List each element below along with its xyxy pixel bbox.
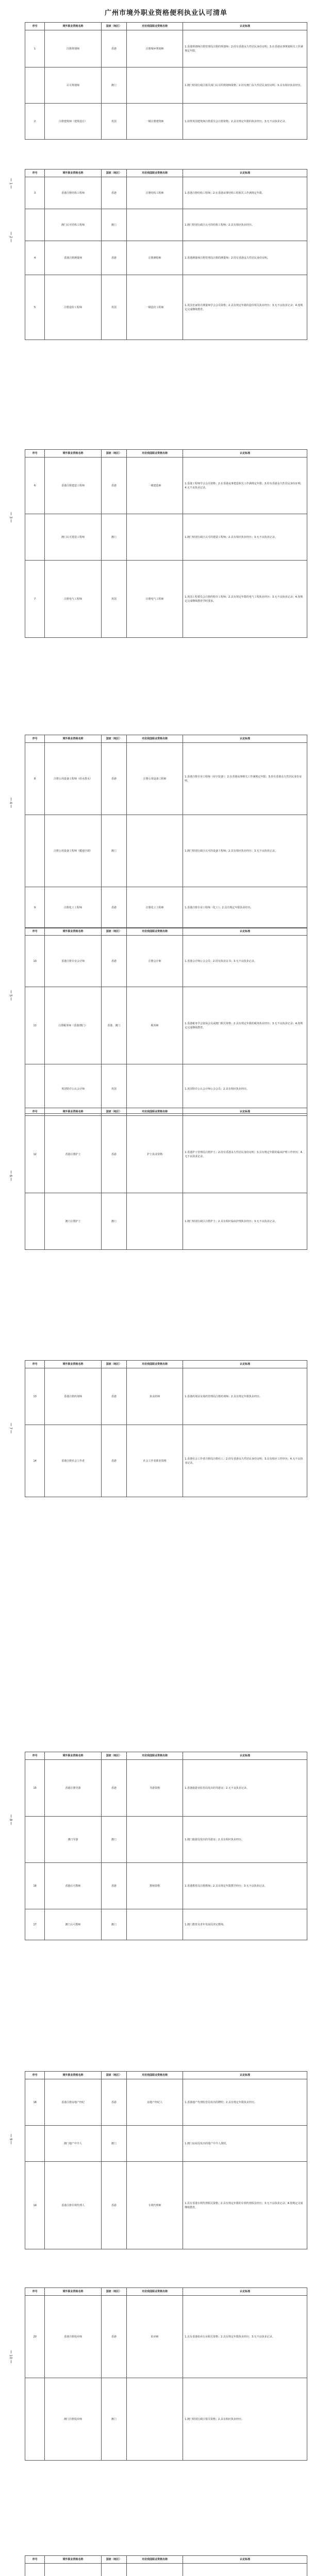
domestic-qualification [126,1817,183,1863]
qualification-name: 香港注册导游 [45,1760,101,1817]
qualification-name: 注册规划师 [45,30,101,67]
region: 香港 [101,2079,126,2126]
region: 香港 [101,936,126,987]
page-number: 2 [9,236,13,239]
qualification-name: 香港注册社会工作者 [45,1425,101,1497]
qualification-name: 注册公用设备工程师（给水排水） [45,743,101,815]
region: 英国 [101,104,126,140]
column-header: 境外职业资格名称 [45,2072,101,2079]
recognition-standard: 1.澳门特别行政区认可的建造工程师；2.具有相应执业经历；3.无不良执业记录。 [183,514,307,561]
qualification-table [25,735,307,928]
table-row [25,177,307,209]
column-header: 认定标准 [183,2072,307,2079]
page-number-marker [9,2133,13,2145]
domestic-qualification: 注册化工工程师 [126,887,183,928]
qualification-name [45,2564,101,2576]
qualification-table [25,1752,307,1940]
row-number [25,815,45,887]
table-row [25,2564,307,2576]
page-number: 4 [9,802,13,804]
table-header-row [25,1752,307,1760]
table-row [25,514,307,561]
domestic-qualification: 护士执业资格 [126,1116,183,1193]
table-header-row [25,928,307,936]
qualification-table [25,2287,307,2461]
region: 香港 [101,457,126,514]
recognition-standard: 1.香港教育局注册教师；2.具有规定年限教学经历；3.无不良执业记录。 [183,1863,307,1909]
table-row [25,936,307,987]
region: 英国 [101,561,126,638]
qualification-name: 注册税务师（香港/澳门） [45,987,101,1064]
domestic-qualification: 注册会计师 [126,936,183,987]
page-number-marker [9,1422,13,1434]
row-number [25,1064,45,1114]
column-header: 认定标准 [183,1752,307,1760]
column-header: 境外职业资格名称 [45,23,101,30]
qualification-name: 香港注册拍卖师 [45,2296,101,2378]
qualification-table [25,1360,307,1497]
domestic-qualification: 注册城乡规划师 [126,30,183,67]
row-number: 20 [25,2296,45,2378]
domestic-qualification: 注册电气工程师 [126,561,183,638]
column-header: 序号 [25,928,45,936]
qualification-name: 注册公用设备工程师（暖通空调） [45,815,101,887]
region: 香港、澳门 [101,987,126,1064]
domestic-qualification [126,1909,183,1940]
recognition-standard: 1.澳门特别行政区认可的结构工程师；2.具有相应执业经历。 [183,209,307,241]
recognition-standard: 1.香港工程师学会会员资格；2.在香港从事建造相关工作满规定年限；3.持有香港永久性居民身份证明；4.无不良执业记录。 [183,457,307,514]
region: 香港 [101,1760,126,1817]
domestic-qualification [126,209,183,241]
page-number-marker [9,989,13,1002]
row-number [25,1193,45,1250]
qualification-name: 注册建筑师（建筑设计） [45,104,101,140]
document-page [25,1360,307,1497]
recognition-standard: 1.香港护士管理局注册护士；2.持有香港永久性居民身份证明；3.具有规定年限的临床护理工作经历；4.无不良执业记录。 [183,1116,307,1193]
domestic-qualification: 一级建造师 [126,457,183,514]
qualification-name: 澳门注册护士 [45,1193,101,1250]
recognition-standard: 1.香港注册结构工程师；2.在香港从事结构工程相关工作满规定年限。 [183,177,307,209]
recognition-standard: 1.香港旅游业监管局发出的导游证；2.无不良执业记录。 [183,1760,307,1817]
qualification-name: 澳门认可教师 [45,1909,101,1940]
column-header: 境外职业资格名称 [45,735,101,743]
column-header: 序号 [25,450,45,457]
qualification-name: 澳门认可结构工程师 [45,209,101,241]
column-header: 对应我国职业资格名称 [126,928,183,936]
domestic-qualification: 导游资格 [126,1760,183,1817]
qualification-name: 注册化工工程师 [45,887,101,928]
column-header: 境外职业资格名称 [45,2556,101,2564]
region: 澳门 [101,2126,126,2162]
qualification-table [25,2071,307,2249]
table-header-row [25,735,307,743]
row-number: 6 [25,457,45,514]
domestic-qualification [126,67,183,104]
row-number: 18 [25,2079,45,2126]
column-header: 认定标准 [183,735,307,743]
document-page [25,2287,307,2461]
domestic-qualification: 注册结构工程师 [126,177,183,209]
qualification-table [25,449,307,638]
region: 香港 [101,2162,126,2249]
column-header: 对应我国职业资格名称 [126,2556,183,2564]
region: 香港 [101,177,126,209]
row-number [25,1817,45,1863]
row-number: 2 [25,104,45,140]
domestic-qualification: 注册测绘师 [126,241,183,275]
column-header: 国家（地区） [101,170,126,177]
column-header: 对应我国职业资格名称 [126,735,183,743]
domestic-qualification: 社会工作者职业资格 [126,1425,183,1497]
page-number: 3 [9,516,13,519]
qualification-name: 注册电气工程师 [45,561,101,638]
document-page [25,2555,307,2576]
column-header: 序号 [25,735,45,743]
column-header: 国家（地区） [101,23,126,30]
column-header: 对应我国职业资格名称 [126,2288,183,2296]
document-page [25,927,307,1114]
column-header: 对应我国职业资格名称 [126,170,183,177]
table-row [25,1064,307,1114]
table-row [25,67,307,104]
column-header: 认定标准 [183,23,307,30]
column-header: 国家（地区） [101,2288,126,2296]
qualification-name: 香港注册专业会计师 [45,936,101,987]
document-page [25,169,307,340]
row-number [25,2564,45,2576]
table-row [25,2079,307,2126]
page-number-marker [9,177,13,190]
table-row [25,1760,307,1817]
recognition-standard: 1.香港会计师公会会员；2.持有执业证书；3.无不良执业记录。 [183,936,307,987]
qualification-name: 香港注册护士 [45,1116,101,1193]
table-row [25,209,307,241]
column-header: 认定标准 [183,170,307,177]
table-row [25,2162,307,2249]
row-number [25,67,45,104]
recognition-standard [183,2564,307,2576]
table-row [25,2126,307,2162]
qualification-table [25,169,307,340]
table-row [25,1909,307,1940]
recognition-standard: 1.澳门房屋局发出的地产中介人准照。 [183,2126,307,2162]
domestic-qualification: 税务师 [126,987,183,1064]
column-header: 序号 [25,170,45,177]
page-number: 1 [9,182,13,185]
recognition-standard: 1.香港注册专业工程师（化工）；2.具有规定年限执业经历。 [183,887,307,928]
column-header: 对应我国职业资格名称 [126,1108,183,1116]
domestic-qualification [126,2564,183,2576]
column-header: 序号 [25,23,45,30]
row-number: 9 [25,887,45,928]
column-header: 序号 [25,2288,45,2296]
table-header-row [25,170,307,177]
row-number: 19 [25,2162,45,2249]
document-page [25,2071,307,2249]
recognition-standard: 1.澳门特别行政区相关资格；2.具有相应执业经历。 [183,2378,307,2461]
recognition-standard: 1.香港测量师注册管理局注册的测量师；2.持有香港永久性居民身份证明。 [183,241,307,275]
recognition-standard: 1.香港注册专业工程师（屋宇装备）；2.在香港从事相关工作满规定年限；3.持有香港永久性居民身份证明。 [183,743,307,815]
domestic-qualification: 注册公用设备工程师 [126,743,183,815]
column-header: 序号 [25,2072,45,2079]
column-header: 序号 [25,2556,45,2564]
domestic-qualification: 房地产经纪人 [126,2079,183,2126]
table-row [25,241,307,275]
recognition-standard: 1.具有香港专利代理相关资格；2.具有规定年限的专利代理执业经历；3.无不良执业记录；4.按规定完成继续教育。 [183,2162,307,2249]
region: 香港 [101,743,126,815]
document-page [25,1108,307,1250]
recognition-standard: 1.香港地产代理监管局发出的牌照；2.具有规定年限执业经历。 [183,2079,307,2126]
recognition-standard: 1.澳门教育及青年发展局登记教师。 [183,1909,307,1940]
region: 澳门 [101,1193,126,1250]
domestic-qualification: 教师资格 [126,1863,183,1909]
region: 澳门 [101,1817,126,1863]
domestic-qualification [126,2126,183,2162]
column-header: 国家（地区） [101,2556,126,2564]
column-header: 国家（地区） [101,450,126,457]
table-row [25,30,307,67]
column-header: 国家（地区） [101,1108,126,1116]
row-number: 11 [25,987,45,1064]
recognition-standard: 1.澳门特别行政区注册护士；2.具有相应临床护理执业经历；3.无不良执业记录。 [183,1193,307,1250]
qualification-name: 香港注册专利代理人 [45,2162,101,2249]
qualification-table [25,927,307,1114]
domestic-qualification [126,2378,183,2461]
table-header-row [25,450,307,457]
table-header-row [25,2556,307,2564]
column-header: 认定标准 [183,2556,307,2564]
column-header: 境外职业资格名称 [45,2288,101,2296]
qualification-name: 澳门地产中介人 [45,2126,101,2162]
region: 香港 [101,241,126,275]
region: 澳门 [101,514,126,561]
column-header: 认定标准 [183,1361,307,1368]
qualification-table [25,1108,307,1250]
page-number-marker [9,796,13,809]
region: 香港 [101,887,126,928]
page-number: 6 [9,1175,13,1177]
domestic-qualification: 一级造价工程师 [126,275,183,340]
column-header: 境外职业资格名称 [45,450,101,457]
row-number: 4 [25,241,45,275]
table-row [25,1193,307,1250]
region: 澳门 [101,2378,126,2461]
qualification-name: 英国特许公认会计师 [45,1064,101,1114]
page-number: 9 [9,2138,13,2141]
page-number-marker [9,1170,13,1182]
region: 澳门 [101,209,126,241]
document-page [25,449,307,638]
table-row [25,275,307,340]
recognition-standard: 1.澳门特别行政区认可的设备工程师；2.具有相应执业经历；3.无不良执业记录。 [183,815,307,887]
qualification-name: 香港注册建造工程师 [45,457,101,514]
table-row [25,1817,307,1863]
page-number-marker [9,231,13,243]
domestic-qualification: 执业药师 [126,1368,183,1425]
row-number: 5 [25,275,45,340]
page-number-marker [9,511,13,523]
row-number [25,2126,45,2162]
region: 英国 [101,275,126,340]
column-header: 对应我国职业资格名称 [126,2072,183,2079]
qualification-name: 香港注册药剂师 [45,1368,101,1425]
row-number: 13 [25,1368,45,1425]
table-row [25,1116,307,1193]
row-number: 14 [25,1425,45,1497]
document-page [25,735,307,928]
region: 香港 [101,1863,126,1909]
qualification-name: 澳门认可建造工程师 [45,514,101,561]
recognition-standard: 1.香港药剂业及毒药管理局注册药剂师；2.具有规定年限执业经历。 [183,1368,307,1425]
document-title: 广州市境外职业资格便利执业认可清单 [104,9,227,17]
recognition-standard: 1.香港社会工作者注册局注册社工；2.持有香港永久性居民身份证明；3.具有相应工作经历；4.无不良执业记录。 [183,1425,307,1497]
row-number [25,209,45,241]
table-header-row [25,2072,307,2079]
table-row [25,1368,307,1425]
column-header: 对应我国职业资格名称 [126,1361,183,1368]
table-row [25,2378,307,2461]
column-header: 序号 [25,1361,45,1368]
table-row [25,743,307,815]
column-header: 境外职业资格名称 [45,928,101,936]
domestic-qualification [126,1193,183,1250]
column-header: 认定标准 [183,2288,307,2296]
region: 澳门 [101,67,126,104]
column-header: 国家（地区） [101,928,126,936]
column-header: 境外职业资格名称 [45,1361,101,1368]
table-header-row [25,23,307,30]
column-header: 对应我国职业资格名称 [126,1752,183,1760]
row-number: 8 [25,743,45,815]
table-header-row [25,2288,307,2296]
domestic-qualification: 拍卖师 [126,2296,183,2378]
column-header: 境外职业资格名称 [45,1752,101,1760]
qualification-name: 香港认可教师 [45,1863,101,1909]
qualification-name: 香港注册测量师 [45,241,101,275]
recognition-standard: 1.英国工程委员会注册的特许工程师；2.具有规定年限的电气工程执业经历；3.无不良执业记录；4.按规定完成继续教育学时要求。 [183,561,307,638]
column-header: 对应我国职业资格名称 [126,23,183,30]
document-page [25,1752,307,1940]
region: 澳门 [101,1909,126,1940]
row-number: 12 [25,1116,45,1193]
recognition-standard: 1.英国皇家特许测量师学会会员资格；2.具有规定年限的造价相关执业经历；3.无不良执业记录；4.按规定完成继续教育。 [183,275,307,340]
table-row [25,1863,307,1909]
row-number: 7 [25,561,45,638]
recognition-standard: 1.具有香港拍卖行业相关资格；2.具有规定年限执业经历；3.无不良执业记录。 [183,2296,307,2378]
domestic-qualification [126,815,183,887]
column-header: 国家（地区） [101,1752,126,1760]
domestic-qualification [126,1064,183,1114]
column-header: 国家（地区） [101,2072,126,2079]
domestic-qualification [126,514,183,561]
region: 香港 [101,2296,126,2378]
table-row [25,815,307,887]
region: 澳门 [101,815,126,887]
region: 英国 [101,1064,126,1114]
column-header: 境外职业资格名称 [45,170,101,177]
qualification-name: 香港注册房地产经纪 [45,2079,101,2126]
row-number: 16 [25,1863,45,1909]
page-number: 7 [9,1427,13,1430]
table-row [25,887,307,928]
qualification-name: 认可规划师 [45,67,101,104]
row-number: 15 [25,1760,45,1817]
row-number: 1 [25,30,45,67]
row-number: 3 [25,177,45,209]
column-header: 序号 [25,1752,45,1760]
region: 香港 [101,1425,126,1497]
domestic-qualification: 一级注册建筑师 [126,104,183,140]
qualification-name: 澳门导游 [45,1817,101,1863]
page-number: 5 [9,994,13,997]
column-header: 序号 [25,1108,45,1116]
qualification-name: 注册造价工程师 [45,275,101,340]
region [101,2564,126,2576]
recognition-standard: 1.获得英国建筑师注册委员会注册资格；2.具有规定年限的执业经历；3.无不良执业记录。 [183,104,307,140]
table-header-row [25,1108,307,1116]
column-header: 认定标准 [183,450,307,457]
region: 香港 [101,1116,126,1193]
region: 香港 [101,30,126,67]
table-row [25,2296,307,2378]
table-row [25,561,307,638]
recognition-standard: 1.澳门特别行政区相关部门认可的规划师资格；2.持有澳门永久性居民身份证明；3.具有相应执业经历。 [183,67,307,104]
column-header: 对应我国职业资格名称 [126,450,183,457]
row-number: 10 [25,936,45,987]
column-header: 国家（地区） [101,1361,126,1368]
qualification-table [25,2555,307,2576]
recognition-standard: 1.香港税务学会资深会员或澳门相关资格；2.具有规定年限的税务执业经历；3.无不良执业记录；4.按规定完成继续教育。 [183,987,307,1064]
row-number [25,514,45,561]
qualification-name: 澳门注册拍卖师 [45,2378,101,2461]
page-number-marker [9,1814,13,1826]
column-header: 认定标准 [183,1108,307,1116]
page-number: 10 [9,2354,13,2359]
qualification-name: 香港注册结构工程师 [45,177,101,209]
recognition-standard: 1.英国特许公认会计师公会会员；2.具有相应执业经历。 [183,1064,307,1114]
table-header-row [25,1361,307,1368]
row-number: 17 [25,1909,45,1940]
page-number-marker [9,2349,13,2364]
table-row [25,987,307,1064]
region: 香港 [101,1368,126,1425]
column-header: 境外职业资格名称 [45,1108,101,1116]
table-row [25,104,307,140]
page-number: 8 [9,1819,13,1821]
table-row [25,1425,307,1497]
recognition-standard: 1.澳门旅游局发出的导游证；2.具有相应执业经历。 [183,1817,307,1863]
column-header: 认定标准 [183,928,307,936]
domestic-qualification: 专利代理师 [126,2162,183,2249]
column-header: 国家（地区） [101,735,126,743]
document-page [25,7,307,140]
table-row [25,457,307,514]
row-number [25,2378,45,2461]
recognition-standard: 1.香港规划师注册管理局注册的规划师；2.持有香港永久性居民身份证明；3.在香港从事规划相关工作满规定年限。 [183,30,307,67]
qualification-table [25,22,307,140]
